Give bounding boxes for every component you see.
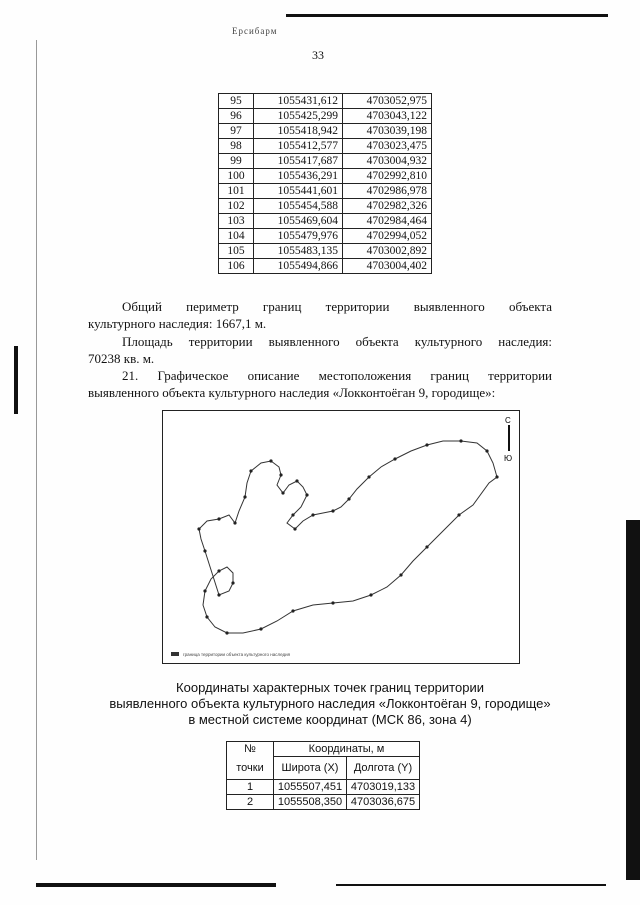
caption-line-3: в местной системе координат (МСК 86, зона 4) (188, 712, 472, 727)
top-table-latitude-x: 1055436,291 (254, 169, 343, 184)
top-table-point-number: 101 (219, 184, 254, 199)
top-table-row (219, 139, 432, 154)
bottom-table-latitude-x: 1055508,350 (274, 795, 347, 810)
boundary-points (197, 439, 498, 634)
bottom-table-row (227, 795, 420, 810)
top-table-latitude-x: 1055454,588 (254, 199, 343, 214)
top-table-latitude-x: 1055441,601 (254, 184, 343, 199)
top-table-row (219, 184, 432, 199)
top-table-point-number: 105 (219, 244, 254, 259)
top-table-longitude-y: 4703004,402 (343, 259, 432, 274)
coordinates-table-top (218, 93, 432, 274)
top-table-longitude-y: 4702986,978 (343, 184, 432, 199)
top-table-point-number: 104 (219, 229, 254, 244)
top-table-longitude-y: 4703052,975 (343, 94, 432, 109)
top-table-point-number: 97 (219, 124, 254, 139)
head-latitude: Широта (X) (274, 757, 347, 780)
top-table-row (219, 259, 432, 274)
top-table-latitude-x: 1055412,577 (254, 139, 343, 154)
top-table-latitude-x: 1055418,942 (254, 124, 343, 139)
top-table-point-number: 102 (219, 199, 254, 214)
area-line-1: Площадь территории выявленного объекта культурного наследия: (122, 334, 552, 349)
north-label: С (505, 416, 511, 425)
bottom-table-point-number: 2 (227, 795, 274, 810)
boundary-map-svg (163, 411, 519, 663)
top-table-longitude-y: 4702992,810 (343, 169, 432, 184)
top-table-longitude-y: 4702994,052 (343, 229, 432, 244)
top-table-longitude-y: 4703039,198 (343, 124, 432, 139)
perimeter-line-2: культурного наследия: 1667,1 м. (88, 316, 267, 331)
bottom-table-latitude-x: 1055507,451 (274, 780, 347, 795)
top-table-row (219, 199, 432, 214)
coordinates-table-bottom (226, 741, 420, 810)
scan-edge-right (626, 520, 640, 880)
top-table-latitude-x: 1055469,604 (254, 214, 343, 229)
legend-swatch (171, 652, 179, 656)
top-table-latitude-x: 1055431,612 (254, 94, 343, 109)
head-no-top: № (227, 742, 274, 757)
top-table-longitude-y: 4703043,122 (343, 109, 432, 124)
bottom-table-longitude-y: 4703019,133 (347, 780, 420, 795)
boundary-map (162, 410, 520, 664)
scan-mark-left-thin (36, 40, 37, 860)
head-no-bottom: точки (227, 757, 274, 780)
boundary-outline (199, 441, 497, 633)
top-table-row (219, 154, 432, 169)
top-table-point-number: 103 (219, 214, 254, 229)
head-coordinates: Координаты, м (274, 742, 420, 757)
caption-line-1: Координаты характерных точек границ территории (176, 680, 484, 695)
south-label: Ю (504, 454, 513, 463)
top-table-latitude-x: 1055494,866 (254, 259, 343, 274)
head-longitude: Долгота (Y) (347, 757, 420, 780)
top-table-latitude-x: 1055483,135 (254, 244, 343, 259)
top-table-point-number: 99 (219, 154, 254, 169)
top-table-point-number: 96 (219, 109, 254, 124)
scan-edge-bottom (36, 883, 276, 887)
scan-edge-bottom-right (336, 884, 606, 886)
top-table-row (219, 214, 432, 229)
top-table-longitude-y: 4703023,475 (343, 139, 432, 154)
top-table-row (219, 244, 432, 259)
bottom-table-point-number: 1 (227, 780, 274, 795)
bottom-table-row (227, 780, 420, 795)
top-table-row (219, 94, 432, 109)
top-table-latitude-x: 1055479,976 (254, 229, 343, 244)
top-table-longitude-y: 4702982,326 (343, 199, 432, 214)
top-table-row (219, 124, 432, 139)
caption-line-2: выявленного объекта культурного наследия «Локконтоёган 9, городище» (109, 696, 551, 711)
top-table-row (219, 169, 432, 184)
scan-edge-top (286, 14, 608, 17)
top-table-latitude-x: 1055425,299 (254, 109, 343, 124)
top-table-point-number: 100 (219, 169, 254, 184)
top-table-row (219, 229, 432, 244)
item21-line-1: 21. Графическое описание местоположения границ территории (122, 368, 552, 383)
top-table-point-number: 98 (219, 139, 254, 154)
page-number: 33 (312, 48, 324, 62)
perimeter-line-1: Общий периметр границ территории выявленного объекта (122, 299, 552, 314)
stamp-text: Ерсибарм (232, 26, 278, 36)
top-table-longitude-y: 4703004,932 (343, 154, 432, 169)
top-table-longitude-y: 4702984,464 (343, 214, 432, 229)
bottom-table-longitude-y: 4703036,675 (347, 795, 420, 810)
item21-line-2: выявленного объекта культурного наследия «Локконтоёган 9, городище»: (88, 385, 496, 400)
top-table-point-number: 106 (219, 259, 254, 274)
top-table-point-number: 95 (219, 94, 254, 109)
top-table-longitude-y: 4703002,892 (343, 244, 432, 259)
top-table-latitude-x: 1055417,687 (254, 154, 343, 169)
legend-text: граница территории объекта культурного наследия (183, 652, 291, 657)
scan-mark-left (14, 346, 18, 414)
area-line-2: 70238 кв. м. (88, 351, 155, 366)
top-table-row (219, 109, 432, 124)
